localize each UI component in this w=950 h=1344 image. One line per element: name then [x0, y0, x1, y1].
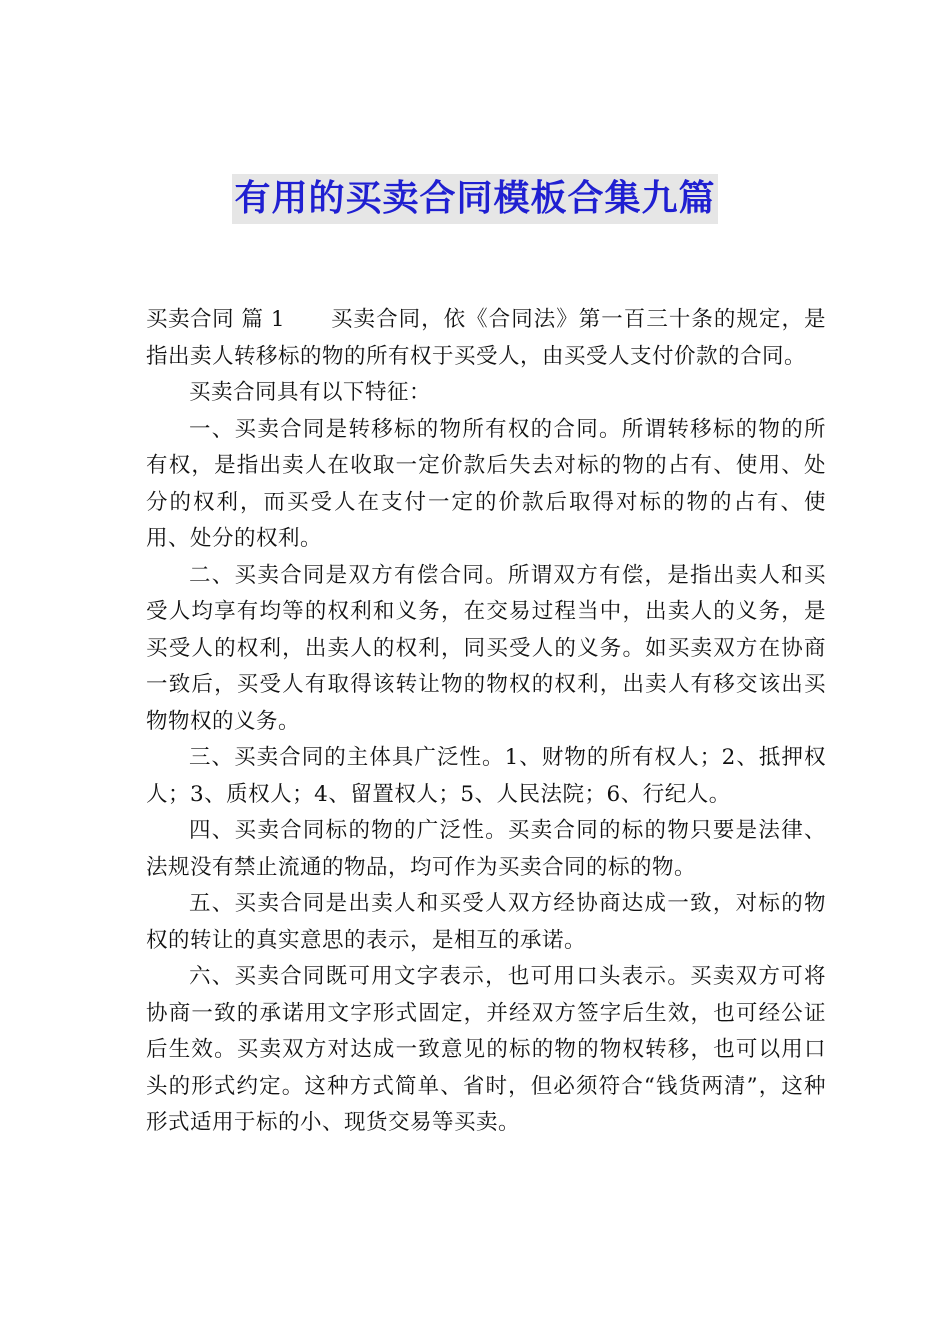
- paragraph-feature-5: 五、买卖合同是出卖人和买受人双方经协商达成一致，对标的物权的转让的真实意思的表示，是相互的承诺。: [146, 891, 826, 953]
- paragraph-feature-6: 六、买卖合同既可用文字表示，也可用口头表示。买卖双方可将协商一致的承诺用文字形式固定，并经双方签字后生效，也可经公证后生效。买卖双方对达成一致意见的标的物的物权转移，也可以用口头的形式约定。这种方式简单、省时，但必须符合“钱货两清”，这种形式适用于标的小、现货交易等买卖。: [146, 964, 826, 1135]
- section-label: 买卖合同 篇 1: [146, 307, 285, 332]
- paragraph-feature-2: 二、买卖合同是双方有偿合同。所谓双方有偿，是指出卖人和买受人均享有均等的权利和义务，在交易过程当中，出卖人的义务，是买受人的权利，出卖人的权利，同买受人的义务。如买卖双方在协商一致后，买受人有取得该转让物的物权的权利，出卖人有移交该出买物物权的义务。: [146, 562, 826, 734]
- paragraph-feature-4: 四、买卖合同标的物的广泛性。买卖合同的标的物只要是法律、法规没有禁止流通的物品，均可作为买卖合同的标的物。: [146, 818, 826, 880]
- paragraph-features-heading: 买卖合同具有以下特征：: [189, 380, 432, 405]
- intro-text: 买卖合同，依《合同法》第一百三十条的规定，是指出卖人转移标的物的所有权于买受人，由买受人支付价款的合同。: [146, 307, 826, 369]
- title-container: [0, 174, 950, 224]
- document-title: 有用的买卖合同模板合集九篇: [232, 174, 717, 224]
- document-body: [146, 302, 826, 1142]
- paragraph-feature-3: 三、买卖合同的主体具广泛性。1、财物的所有权人；2、抵押权人；3、质权人；4、留置权人；5、人民法院；6、行纪人。: [146, 745, 826, 807]
- intro-paragraph: [146, 302, 826, 375]
- paragraph-feature-1: 一、买卖合同是转移标的物所有权的合同。所谓转移标的物的所有权，是指出卖人在收取一定价款后失去对标的物的占有、使用、处分的权利，而买受人在支付一定的价款后取得对标的物的占有、使用、处分的权利。: [146, 416, 826, 551]
